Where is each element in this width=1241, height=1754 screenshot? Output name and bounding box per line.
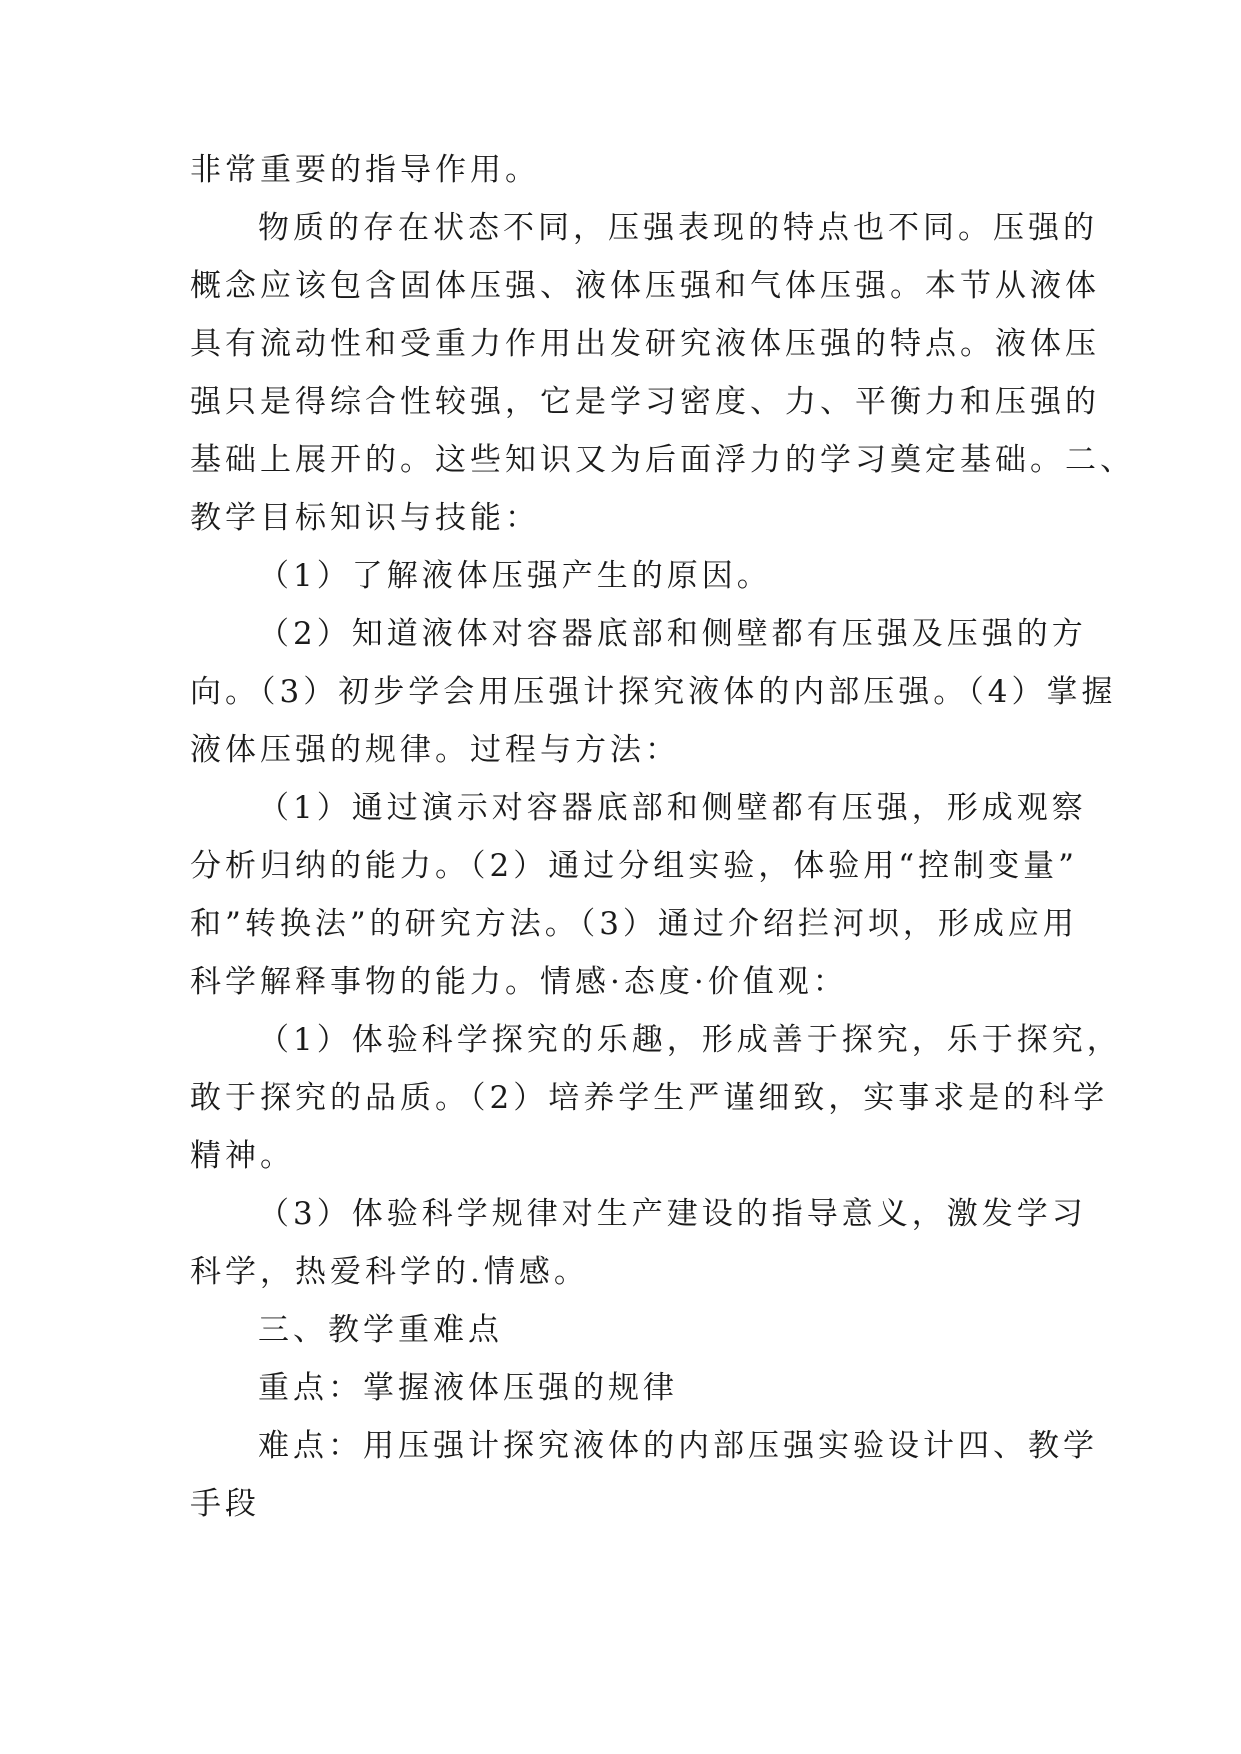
text-line: 概念应该包含固体压强、液体压强和气体压强。本节从液体 xyxy=(190,268,1100,304)
text-line: 科学，热爱科学的.情感。 xyxy=(190,1254,589,1290)
text-line: （1）通过演示对容器底部和侧壁都有压强，形成观察 xyxy=(258,790,1087,826)
text-line: 精神。 xyxy=(190,1138,295,1174)
text-line: 分析归纳的能力。（2）通过分组实验，体验用“控制变量” xyxy=(190,848,1078,884)
text-line: 向。（3）初步学会用压强计探究液体的内部压强。（4）掌握 xyxy=(190,674,1117,710)
text-line: 难点：用压强计探究液体的内部压强实验设计四、教学 xyxy=(258,1428,1098,1464)
text-line: 和”转换法”的研究方法。（3）通过介绍拦河坝，形成应用 xyxy=(190,906,1078,942)
section-heading: 三、教学重难点 xyxy=(258,1312,503,1348)
text-line: （1）了解液体压强产生的原因。 xyxy=(258,558,772,594)
text-line: （3）体验科学规律对生产建设的指导意义，激发学习 xyxy=(258,1196,1087,1232)
text-line: （1）体验科学探究的乐趣，形成善于探究，乐于探究， xyxy=(258,1022,1122,1058)
text-line: 强只是得综合性较强，它是学习密度、力、平衡力和压强的 xyxy=(190,384,1100,420)
text-line: 液体压强的规律。过程与方法： xyxy=(190,732,680,768)
text-line: 非常重要的指导作用。 xyxy=(190,152,540,188)
text-line: （2）知道液体对容器底部和侧壁都有压强及压强的方 xyxy=(258,616,1087,652)
text-line: 教学目标知识与技能： xyxy=(190,500,540,536)
text-line: 基础上展开的。这些知识又为后面浮力的学习奠定基础。二、 xyxy=(190,442,1135,478)
text-line: 重点：掌握液体压强的规律 xyxy=(258,1370,678,1406)
text-line: 物质的存在状态不同，压强表现的特点也不同。压强的 xyxy=(258,210,1098,246)
text-line: 手段 xyxy=(190,1486,260,1522)
text-line: 科学解释事物的能力。情感·态度·价值观： xyxy=(190,964,848,1000)
text-line: 具有流动性和受重力作用出发研究液体压强的特点。液体压 xyxy=(190,326,1100,362)
text-line: 敢于探究的品质。（2）培养学生严谨细致，实事求是的科学 xyxy=(190,1080,1109,1116)
